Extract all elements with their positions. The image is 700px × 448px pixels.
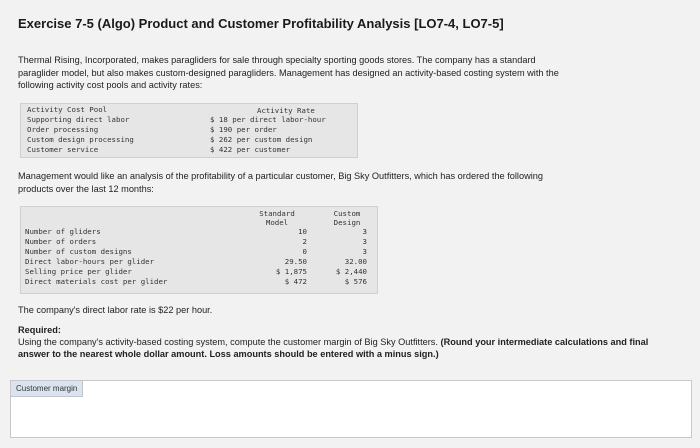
exercise-title: Exercise 7-5 (Algo) Product and Customer Profitability Analysis [LO7-4, LO7-5] (18, 16, 504, 31)
row-label: Number of custom designs (25, 247, 132, 256)
custom-value: 3 (362, 227, 367, 236)
standard-value: $ 1,875 (275, 267, 307, 276)
required-label: Required: (18, 325, 61, 335)
labor-rate-text: The company's direct labor rate is $22 per hour. (18, 305, 213, 315)
intro-line: following activity cost pools and activity rates: (18, 80, 203, 90)
standard-value: 0 (302, 247, 307, 256)
customer-margin-input[interactable] (91, 383, 217, 401)
intro-paragraph (18, 54, 682, 92)
standard-value: 29.50 (284, 257, 307, 266)
custom-value: $ 2,440 (335, 267, 367, 276)
custom-value: 3 (362, 247, 367, 256)
standard-value: $ 472 (284, 277, 307, 286)
custom-value: 32.00 (344, 257, 367, 266)
header-line: Model (265, 218, 289, 227)
row-label: Selling price per glider (25, 267, 132, 276)
custom-value: $ 576 (344, 277, 367, 286)
header-activity-cost-pool: Activity Cost Pool (27, 105, 108, 114)
standard-value: 10 (298, 227, 307, 236)
activity-pool: Customer service (27, 145, 99, 154)
instructions (18, 336, 682, 360)
analysis-line: products over the last 12 months: (18, 183, 154, 194)
answer-table (10, 380, 692, 438)
analysis-paragraph (18, 170, 682, 195)
header-activity-rate: Activity Rate (257, 106, 315, 115)
activity-rate-table (20, 103, 358, 158)
analysis-line: Management would like an analysis of the profitability of a particular customer, Big Sky Outfitters, which has ordered the following (18, 171, 543, 181)
activity-pool: Supporting direct labor (27, 115, 130, 124)
activity-rate: $ 18 per direct labor-hour (210, 115, 326, 124)
header-line: Custom (333, 209, 361, 218)
instruction-emphasis: (Round your intermediate calculations and final answer to the nearest whole dollar amount. Loss amounts should be entered with a minus sign.) (18, 337, 649, 359)
activity-rate: $ 190 per order (210, 125, 277, 134)
activity-pool: Order processing (27, 125, 99, 134)
row-label: Direct materials cost per glider (25, 277, 168, 286)
activity-rate: $ 422 per customer (210, 145, 291, 154)
activity-pool: Custom design processing (27, 135, 134, 144)
intro-line: Thermal Rising, Incorporated, makes paragliders for sale through specialty sporting goods stores. The company has a standard (18, 55, 536, 65)
header-standard-model (251, 209, 303, 227)
header-custom-design (321, 209, 373, 227)
intro-line: paraglider model, but also makes custom-designed paragliders. Management has designed an activity-based costing system with the (18, 67, 559, 78)
customer-margin-label: Customer margin (11, 381, 83, 397)
row-label: Number of gliders (25, 227, 101, 236)
row-label: Direct labor-hours per glider (25, 257, 155, 266)
customer-order-table (20, 206, 378, 294)
standard-value: 2 (302, 237, 307, 246)
custom-value: 3 (362, 237, 367, 246)
header-line: Standard (259, 209, 295, 218)
row-label: Number of orders (25, 237, 97, 246)
instruction-text: Using the company's activity-based costing system, compute the customer margin of Big Sky Outfitters. (18, 337, 441, 347)
activity-rate: $ 262 per custom design (210, 135, 313, 144)
header-line: Design (333, 218, 361, 227)
